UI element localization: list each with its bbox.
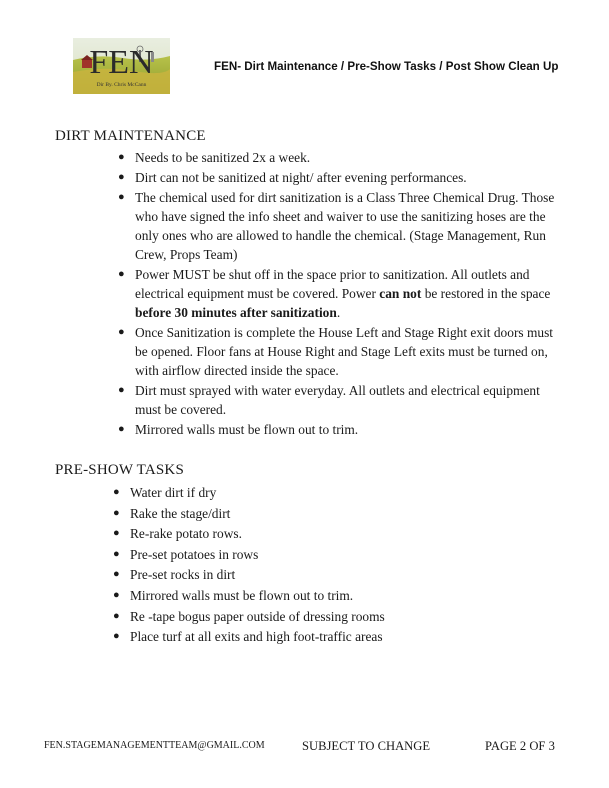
- list-item: [113, 627, 530, 646]
- list-item-text: Mirrored walls must be flown out to trim.: [135, 422, 359, 437]
- list-item: [118, 188, 555, 264]
- footer-page-number: PAGE 2 OF 3: [485, 739, 555, 753]
- logo-title: FEN: [89, 44, 154, 81]
- list-item: [118, 265, 555, 322]
- list-item-text: Power MUST be shut off in the space prior to sanitization. All outlets and electrical equipment must be covered. Power: [135, 267, 530, 301]
- list-item: [113, 545, 530, 564]
- bullet-icon: ●: [113, 588, 120, 601]
- bullet-icon: ●: [113, 486, 120, 498]
- list-item-text: Water dirt if dry: [130, 485, 217, 500]
- bullet-icon: ●: [113, 527, 120, 540]
- fen-logo: [73, 38, 170, 94]
- list-item: [113, 483, 530, 502]
- bullet-icon: ●: [118, 151, 125, 163]
- list-item: [113, 607, 530, 626]
- list-item-text: Re -tape bogus paper outside of dressing rooms: [130, 608, 385, 624]
- dirt-maintenance-heading: DIRT MAINTENANCE: [55, 128, 206, 144]
- list-item: [113, 524, 530, 543]
- bullet-icon: ●: [113, 609, 120, 622]
- bullet-icon: ●: [118, 171, 125, 183]
- emphasis-text: before 30 minutes after sanitization: [135, 305, 337, 320]
- list-item-text: Rake the stage/dirt: [130, 505, 231, 521]
- list-item-text: Needs to be sanitized 2x a week.: [135, 150, 311, 165]
- pre-show-list: [113, 483, 530, 648]
- list-item-text: The chemical used for dirt sanitization is a Class Three Chemical Drug. Those who have signed the info sheet and waiver to use the sanitizing hoses are the only ones who are allowed to handle the chemical. (Stage Management, Run Crew, Props Team): [135, 190, 555, 262]
- bullet-icon: ●: [113, 630, 120, 643]
- list-item-text: Re-rake potato rows.: [130, 526, 242, 542]
- list-item-text: Mirrored walls must be flown out to trim.: [130, 587, 354, 603]
- bullet-icon: ●: [118, 268, 125, 280]
- list-item: [118, 381, 555, 419]
- bullet-icon: ●: [113, 568, 120, 581]
- list-item: [118, 148, 555, 167]
- list-item: [118, 420, 555, 439]
- bullet-icon: ●: [113, 547, 120, 560]
- bullet-icon: ●: [118, 326, 125, 338]
- list-item: [113, 565, 530, 584]
- bullet-icon: ●: [113, 506, 120, 519]
- footer-email: FEN.STAGEMANAGEMENTTEAM@GMAIL.COM: [44, 740, 265, 751]
- emphasis-text: can not: [379, 286, 422, 301]
- list-item-text: Once Sanitization is complete the House Left and Stage Right exit doors must be opened. Floor fans at House Right and Stage Left exits must be turned on, with airflow directed inside the space.: [135, 325, 553, 378]
- list-item-text: Pre-set potatoes in rows: [130, 546, 259, 562]
- list-item-text: Pre-set rocks in dirt: [130, 567, 236, 583]
- document-title: FEN- Dirt Maintenance / Pre-Show Tasks / Post Show Clean Up: [214, 60, 559, 73]
- list-item-text: Dirt must sprayed with water everyday. All outlets and electrical equipment must be covered.: [135, 383, 540, 417]
- footer-notice: SUBJECT TO CHANGE: [302, 739, 431, 753]
- logo-byline: Dir By. Chris McCann: [96, 82, 147, 88]
- list-item-text: be restored in the space: [421, 286, 551, 301]
- bullet-icon: ●: [118, 423, 125, 435]
- list-item: [113, 504, 530, 523]
- bullet-icon: ●: [118, 384, 125, 396]
- list-item-text: Place turf at all exits and high foot-traffic areas: [130, 629, 383, 645]
- list-item: [118, 168, 555, 187]
- list-item: [113, 586, 530, 605]
- dirt-maintenance-list: [118, 148, 555, 440]
- list-item-text: Dirt can not be sanitized at night/ after evening performances.: [135, 170, 467, 185]
- list-item-text: .: [336, 305, 341, 320]
- pre-show-heading: PRE-SHOW TASKS: [55, 462, 184, 478]
- list-item: [118, 323, 555, 380]
- bullet-icon: ●: [118, 191, 125, 203]
